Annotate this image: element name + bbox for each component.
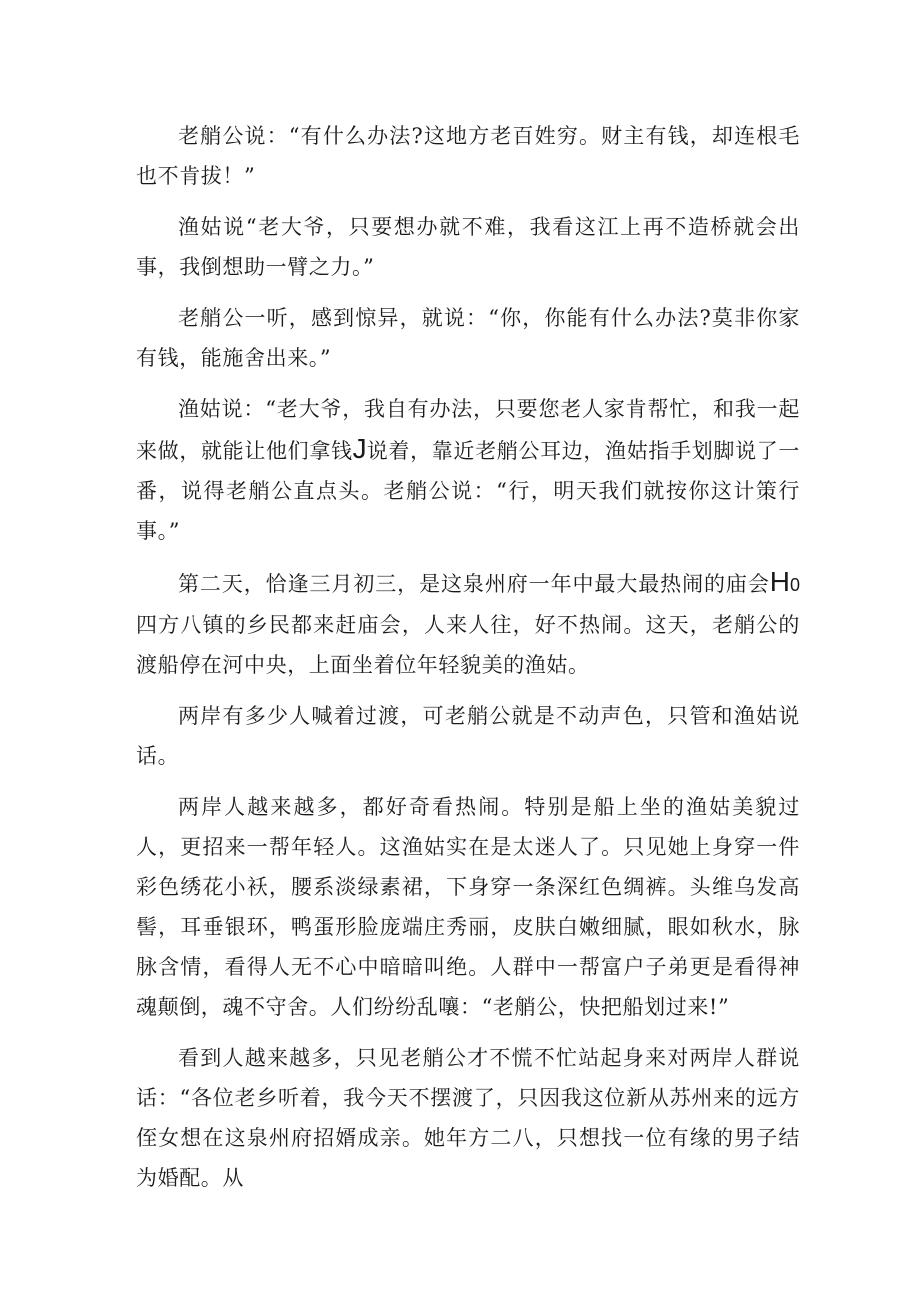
paragraph-text: 第二天，恰逢三月初三，是这泉州府一年中最大最热闹的庙会 [178, 572, 770, 596]
paragraph-text: 渔姑说：“老大爷，我自有办法，只要您老人家肯帮忙，和我一起来做，就能让他们拿钱 [136, 397, 800, 463]
paragraph [136, 389, 800, 551]
paragraph [136, 562, 800, 685]
paragraph-text: 说着，靠近老艄公耳边，渔姑指手划脚说了一番，说得老艄公直点头。老艄公说：“行，明天我们就按你这计策行事。” [136, 439, 801, 543]
stray-glyph: J [352, 433, 367, 464]
document-body [136, 116, 800, 1209]
stray-glyph-subscript: 0 [789, 575, 800, 595]
paragraph: 老艄公一听，感到惊异，就说：“你，你能有什么办法?莫非你家有钱，能施舍出来。” [136, 306, 800, 370]
paragraph-text: 四方八镇的乡民都来赶庙会，人来人往，好不热闹。这天，老艄公的渡船停在河中央，上面坐着位年轻貌美的渔姑。 [136, 613, 800, 677]
stray-glyph: H [769, 566, 790, 597]
paragraph: 老艄公说：“有什么办法?这地方老百姓穷。财主有钱，却连根毛也不肯拔！” [136, 124, 800, 188]
paragraph: 看到人越来越多，只见老艄公才不慌不忙站起身来对两岸人群说话：“各位老乡听着，我今天不摆渡了，只因我这位新从苏州来的远方侄女想在这泉州府招婿成亲。她年方二八，只想找一位有缘的男子结为婚配。从 [136, 1046, 800, 1190]
paragraph: 两岸有多少人喊着过渡，可老艄公就是不动声色，只管和渔姑说话。 [136, 704, 800, 768]
paragraph: 渔姑说“老大爷，只要想办就不难，我看这江上再不造桥就会出事，我倒想助一臂之力。” [136, 215, 800, 279]
paragraph: 两岸人越来越多，都好奇看热闹。特别是船上坐的渔姑美貌过人，更招来一帮年轻人。这渔姑实在是太迷人了。只见她上身穿一件彩色绣花小袄，腰系淡绿素裙，下身穿一条深红色绸裤。头维乌发高髻，耳垂银环，鸭蛋形脸庞端庄秀丽，皮肤白嫩细腻，眼如秋水，脉脉含情，看得人无不心中暗暗叫绝。人群中一帮富户子弟更是看得神魂颠倒，魂不守舍。人们纷纷乱嚷：“老艄公，快把船划过来!” [136, 795, 800, 1019]
